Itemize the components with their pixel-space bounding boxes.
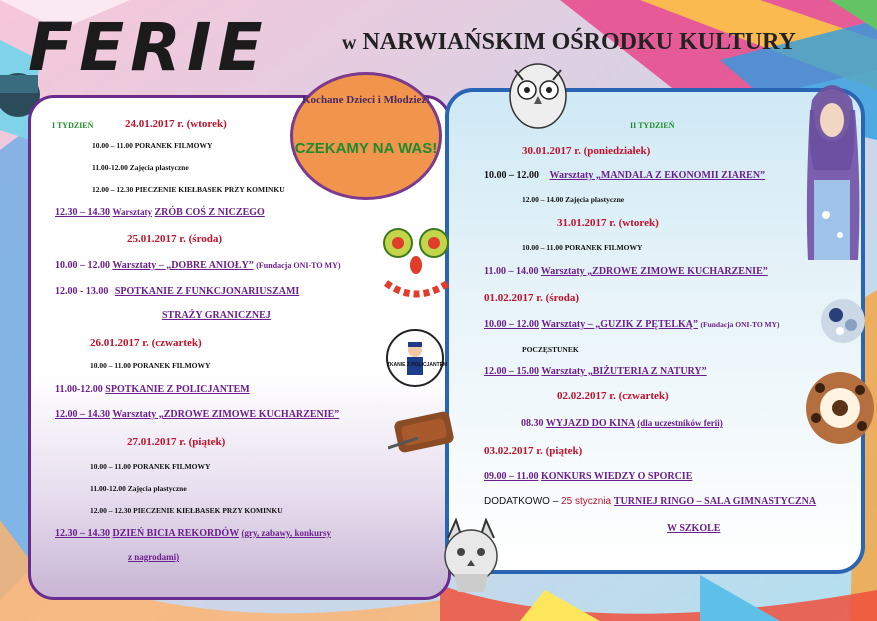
week2-label: II TYDZIEŃ [630, 121, 675, 130]
event-text: Warsztaty [112, 207, 152, 217]
week2-event [484, 366, 707, 377]
event-text: Warsztaty – „GUZIK Z PĘTELKĄ” [541, 319, 699, 330]
event-text: Warsztaty „BIŻUTERIA Z NATURY” [541, 366, 707, 377]
event-time: 08.30 [521, 418, 544, 429]
event-text: Warsztaty – „DOBRE ANIOŁY” [112, 260, 254, 271]
event-title: ZRÓB COŚ Z NICZEGO [154, 207, 265, 218]
week1-date-1: 24.01.2017 r. (wtorek) [125, 118, 227, 130]
week2-event [484, 319, 780, 330]
week1-event: 11.00-12.00 Zajęcia plastyczne [90, 484, 187, 493]
event-note: (dla uczestników ferii) [637, 418, 723, 428]
week1-event: 12.00 – 12.30 PIECZENIE KIEŁBASEK PRZY KOMINKU [90, 506, 283, 515]
week2-extra [484, 496, 816, 507]
week1-date-4: 27.01.2017 r. (piątek) [127, 436, 226, 448]
event-time: 10.00 – 12.00 [55, 260, 110, 271]
nature-jewelry-icon [802, 368, 877, 448]
week1-event: 10.00 – 11.00 PORANEK FILMOWY [90, 361, 211, 370]
event-text: DZIEŃ BICIA REKORDÓW [112, 528, 240, 539]
week2-event: 12.00 – 14.00 Zajęcia plastyczne [522, 195, 625, 204]
event-time: 10.00 – 12.00 [484, 319, 539, 330]
event-time: 12.00 - 13.00 [55, 286, 109, 297]
subtitle-main: NARWIAŃSKIM OŚRODKU KULTURY [362, 29, 796, 55]
owl-illustration [503, 58, 573, 130]
lynx-illustration [440, 518, 502, 593]
page-subtitle [342, 28, 796, 57]
week1-event [55, 384, 250, 395]
week1-event [55, 409, 339, 420]
week1-date-2: 25.01.2017 r. (środa) [127, 233, 223, 245]
extra-text: TURNIEJ RINGO – SALA GIMNASTYCZNA [613, 496, 817, 507]
week2-date-1: 30.01.2017 r. (poniedziałek) [522, 145, 651, 157]
week1-event: 10.00 – 11.00 PORANEK FILMOWY [90, 462, 211, 471]
event-text: WYJAZD DO KINA [545, 418, 635, 429]
week2-extra-cont: W SZKOLE [667, 523, 721, 534]
week1-event: 10.00 – 11.00 PORANEK FILMOWY [92, 141, 213, 150]
police-badge-text: ZKANIE Z POLICJANTEM [386, 362, 448, 368]
bubble-greeting: Kochane Dzieci i Młodzież! [302, 94, 430, 106]
week1-event [55, 260, 341, 271]
event-time: 12.00 – 15.00 [484, 366, 539, 377]
extra-prefix: DODATKOWO – [484, 496, 559, 507]
week1-event [55, 207, 265, 218]
extra-date: 25 stycznia [561, 496, 612, 507]
week1-event-cont: STRAŻY GRANICZNEJ [162, 310, 271, 321]
week2-date-4: 02.02.2017 r. (czwartek) [557, 390, 669, 402]
week1-event [55, 528, 331, 539]
girl-illustration [800, 70, 865, 260]
event-note: (gry, zabawy, konkursy [241, 528, 332, 538]
week1-event [55, 286, 299, 297]
event-text: Warsztaty „ZDROWE ZIMOWE KUCHARZENIE” [540, 266, 768, 277]
week1-event: 12.00 – 12.30 PIECZENIE KIEŁBASEK PRZY KOMINKU [92, 185, 285, 194]
event-note: (Fundacja ONI-TO MY) [256, 261, 341, 270]
week2-event: 10.00 – 11.00 PORANEK FILMOWY [522, 243, 643, 252]
event-time: 12.00 – 14.30 [55, 409, 110, 420]
sausage-grill-icon [388, 398, 463, 463]
week1-event: 11.00-12.00 Zajęcia plastyczne [92, 163, 189, 172]
buttons-icon [818, 295, 868, 347]
week2-date-3: 01.02.2017 r. (środa) [484, 292, 580, 304]
week1-label: I TYDZIEŃ [52, 121, 94, 130]
week2-event [521, 418, 723, 429]
vegetable-smiley-icon [378, 225, 458, 303]
event-text: SPOTKANIE Z FUNKCJONARIUSZAMI [114, 286, 300, 297]
event-text: Warsztaty „MANDALA Z EKONOMII ZIAREN” [549, 170, 766, 181]
event-time: 12.30 – 14.30 [55, 207, 110, 218]
week2-event [484, 266, 768, 277]
event-time: 09.00 – 11.00 [484, 471, 539, 482]
subtitle-prefix: w [342, 32, 357, 54]
police-badge-icon [380, 328, 450, 388]
week1-event-cont: z nagrodami) [128, 552, 180, 562]
event-text: SPOTKANIE Z POLICJANTEM [105, 384, 250, 395]
event-note: (Fundacja ONI-TO MY) [700, 320, 780, 329]
event-time: 10.00 – 12.00 [484, 170, 539, 181]
event-time: 11.00 – 14.00 [484, 266, 539, 277]
event-text: KONKURS WIEDZY O SPORCIE [540, 471, 693, 482]
bubble-message: CZEKAMY NA WAS! [294, 140, 438, 157]
week2-event [484, 471, 692, 482]
week1-date-3: 26.01.2017 r. (czwartek) [90, 337, 202, 349]
page-title: FERIE [28, 9, 269, 86]
event-time: 12.30 – 14.30 [55, 528, 110, 539]
week2-date-5: 03.02.2017 r. (piątek) [484, 445, 583, 457]
week2-date-2: 31.01.2017 r. (wtorek) [557, 217, 659, 229]
welcome-bubble [290, 72, 442, 200]
event-time: 11.00-12.00 [55, 384, 103, 395]
event-text: Warsztaty „ZDROWE ZIMOWE KUCHARZENIE” [112, 409, 340, 420]
week2-event [484, 170, 765, 181]
week2-event: POCZĘSTUNEK [522, 345, 579, 354]
